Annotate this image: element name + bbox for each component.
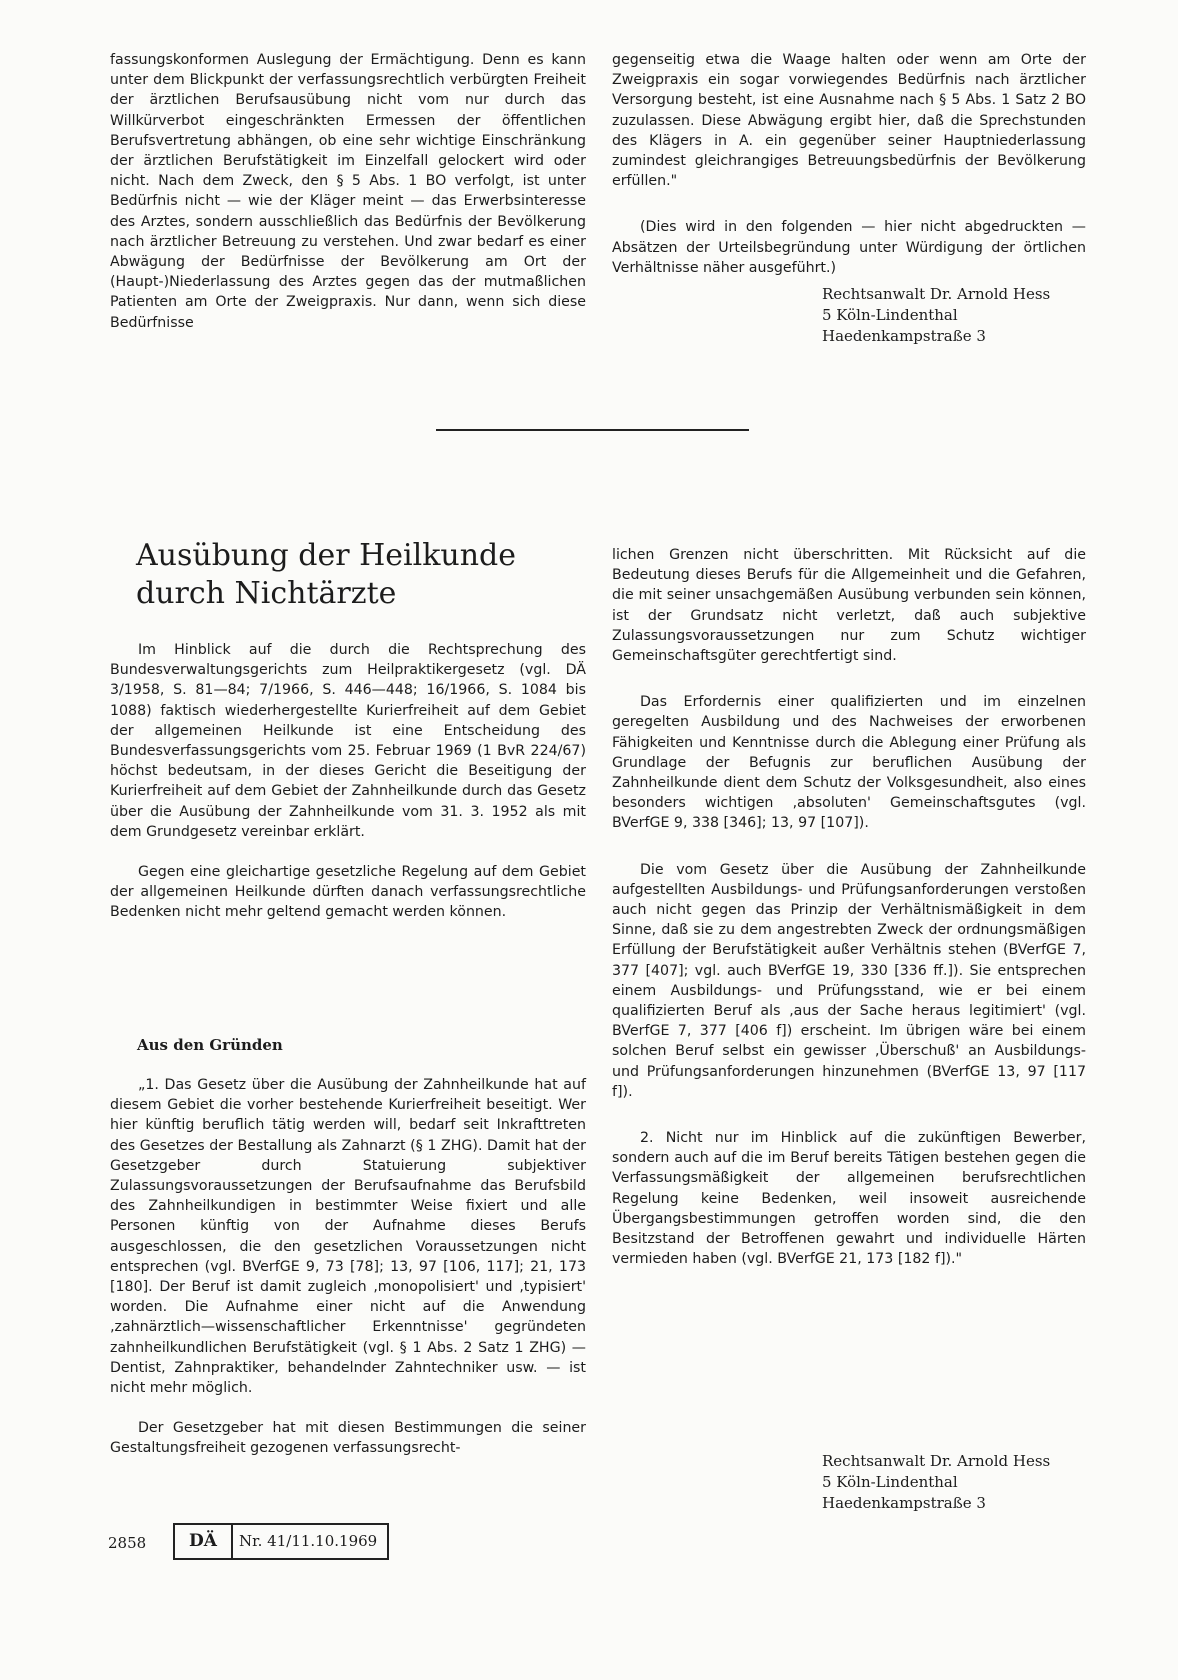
signature-name: Rechtsanwalt Dr. Arnold Hess — [822, 1452, 1051, 1470]
signature-name: Rechtsanwalt Dr. Arnold Hess — [822, 285, 1051, 303]
signature-city: 5 Köln-Lindenthal — [822, 306, 958, 324]
top-signature — [822, 284, 1050, 347]
article-title-line-2: durch Nichtärzte — [136, 576, 397, 611]
top-right-column — [612, 50, 1086, 278]
article-title-line-1: Ausübung der Heilkunde — [136, 538, 517, 573]
article-intro — [110, 640, 586, 923]
editor-note: (Dies wird in den folgenden — hier nicht abgedruckten — Absätzen der Urteilsbegründung unter Würdigung der örtlichen Verhältnisse näher ausgeführt.) — [612, 219, 1086, 276]
section-heading: Aus den Gründen — [137, 1036, 283, 1054]
body-paragraph-2: Der Gesetzgeber hat mit diesen Bestimmungen die seiner Gestaltungsfreiheit gezogenen verfassungsrecht- — [110, 1420, 586, 1457]
continued-paragraph: fassungskonformen Auslegung der Ermächtigung. Denn es kann unter dem Blickpunkt der verfassungsrechtlich verbürgten Freiheit der ärztlichen Berufsausübung nicht vom nur durch das Willkürverbot eingeschränkten Ermessen der öffentlichen Berufsvertretung abhängen, ob eine sehr wichtige Einschränkung der ärztlichen Berufstätigkeit im Einzelfall gelockert wird oder nicht. Nach dem Zweck, den § 5 Abs. 1 BO verfolgt, ist unter Bedürfnis nicht — wie der Kläger meint — das Erwerbsinteresse des Arztes, sondern ausschließlich das Bedürfnis der Bevölkerung nach ärztlicher Betreuung zu verstehen. Und zwar bedarf es einer Abwägung der Bedürfnisse der Bevölkerung am Ort der (Haupt-)Niederlassung des Arztes gegen das der mutmaßlichen Patienten am Orte der Zweigpraxis. Nur dann, wenn sich diese Bedürfnisse — [110, 52, 586, 331]
intro-paragraph-1: Im Hinblick auf die durch die Rechtsprechung des Bundesverwaltungsgerichts zum Heilpraktikergesetz (vgl. DÄ 3/1958, S. 81—84; 7/1966, S. 446—448; 16/1966, S. 1084 bis 1088) faktisch wiederhergestellte Kurierfreiheit auf dem Gebiet der allgemeinen Heilkunde ist eine Entscheidung des Bundesverfassungsgerichts vom 25. Februar 1969 (1 BvR 224/67) höchst bedeutsam, in der dieses Gericht die Beseitigung der Kurierfreiheit auf dem Gebiet der Zahnheilkunde durch das Gesetz über die Ausübung der Zahnheilkunde vom 31. 3. 1952 als mit dem Grundgesetz vereinbar erklärt. — [110, 642, 586, 840]
signature-street: Haedenkampstraße 3 — [822, 327, 986, 345]
article-body-right — [612, 545, 1086, 1270]
journal-logo: DÄ — [175, 1525, 233, 1558]
continued-paragraph-end: gegenseitig etwa die Waage halten oder wenn am Orte der Zweigpraxis ein sogar vorwiegendes Bedürfnis nach ärztlicher Versorgung besteht, ist eine Ausnahme nach § 5 Abs. 1 Satz 2 BO zuzulassen. Diese Abwägung ergibt hier, daß die Sprechstunden des Klägers in A. ein gegenüber seiner Hauptniederlassung zumindest gleichrangiges Betreuungsbedürfnis der Bevölkerung erfüllen." — [612, 52, 1086, 190]
article-body-left — [110, 1075, 586, 1459]
body-paragraph-4: Das Erfordernis einer qualifizierten und im einzelnen geregelten Ausbildung und des Nachweises der erworbenen Fähigkeiten und Kenntnisse durch die Ablegung einer Prüfung als Grundlage der Befugnis zur beruflichen Ausübung der Zahnheilkunde dient dem Schutz der Volksgesundheit, also eines besonders wichtigen ‚absoluten' Gemeinschaftsgutes (vgl. BVerfGE 9, 338 [346]; 13, 97 [107]). — [612, 694, 1086, 832]
body-paragraph-3: lichen Grenzen nicht überschritten. Mit Rücksicht auf die Bedeutung dieses Berufs für die Allgemeinheit und die Gefahren, die mit seiner unsachgemäßen Ausübung verbunden sein können, ist der Grundsatz nicht verletzt, daß auch subjektive Zulassungsvoraussetzungen nur zum Schutz wichtiger Gemeinschaftsgüter gerechtfertigt sind. — [612, 547, 1086, 665]
body-paragraph-6: 2. Nicht nur im Hinblick auf die zukünftigen Bewerber, sondern auch auf die im Beruf bereits Tätigen bestehen gegen die Verfassungsmäßigkeit der allgemeinen berufsrechtlichen Regelung keine Bedenken, weil insoweit ausreichende Übergangsbestimmungen getroffen worden sind, die den Besitzstand der Betroffenen gewahrt und individuelle Härten vermieden haben (vgl. BVerfGE 21, 173 [182 f])." — [612, 1130, 1086, 1268]
body-paragraph-1: „1. Das Gesetz über die Ausübung der Zahnheilkunde hat auf diesem Gebiet die vorher bestehende Kurierfreiheit beseitigt. Wer hier künftig beruflich tätig werden will, bedarf seit Inkrafttreten des Gesetzes der Bestallung als Zahnarzt (§ 1 ZHG). Damit hat der Gesetzgeber durch Statuierung subjektiver Zulassungsvoraussetzungen der Berufsaufnahme das Berufsbild des Zahnheilkundigen in bestimmter Weise fixiert und alle Personen künftig von der Aufnahme dieses Berufs ausgeschlossen, die den gesetzlichen Voraussetzungen nicht entsprechen (vgl. BVerfGE 9, 73 [78]; 13, 97 [106, 117]; 21, 173 [180]. Der Beruf ist damit zugleich ‚monopolisiert' und ‚typisiert' worden. Die Aufnahme einer nicht auf die Anwendung ‚zahnärztlich—wissenschaftlicher Erkenntnisse' gegründeten zahnheilkundlichen Berufstätigkeit (vgl. § 1 Abs. 2 Satz 1 ZHG) — Dentist, Zahnpraktiker, behandelnder Zahntechniker usw. — ist nicht mehr möglich. — [110, 1077, 586, 1397]
page-number: 2858 — [108, 1534, 147, 1552]
body-paragraph-5: Die vom Gesetz über die Ausübung der Zahnheilkunde aufgestellten Ausbildungs- und Prüfungsanforderungen verstoßen auch nicht gegen das Prinzip der Verhältnismäßigkeit in dem Sinne, daß sie zu dem angestrebten Zweck der ordnungsmäßigen Erfüllung der Berufstätigkeit außer Verhältnis stehen (BVerfGE 7, 377 [407]; vgl. auch BVerfGE 19, 330 [336 ff.]). Sie entsprechen einem Ausbildungs- und Prüfungsstand, wie er bei einem qualifizierten Beruf als ‚aus der Sache heraus legitimiert' (vgl. BVerfGE 7, 377 [406 f]) erscheint. Im übrigen wäre bei einem solchen Beruf selbst ein gewisser ‚Überschuß' an Ausbildungs- und Prüfungsanforderungen hinzunehmen (BVerfGE 13, 97 [117 f]). — [612, 861, 1086, 1100]
journal-box — [173, 1523, 389, 1560]
article-signature — [822, 1451, 1050, 1514]
signature-city: 5 Köln-Lindenthal — [822, 1473, 958, 1491]
article-title — [136, 537, 596, 613]
signature-street: Haedenkampstraße 3 — [822, 1494, 986, 1512]
issue-info: Nr. 41/11.10.1969 — [239, 1532, 378, 1550]
intro-paragraph-2: Gegen eine gleichartige gesetzliche Regelung auf dem Gebiet der allgemeinen Heilkunde dürften danach verfassungsrechtliche Bedenken nicht mehr geltend gemacht werden können. — [110, 864, 586, 921]
section-divider — [436, 429, 749, 431]
top-left-column — [110, 50, 586, 333]
